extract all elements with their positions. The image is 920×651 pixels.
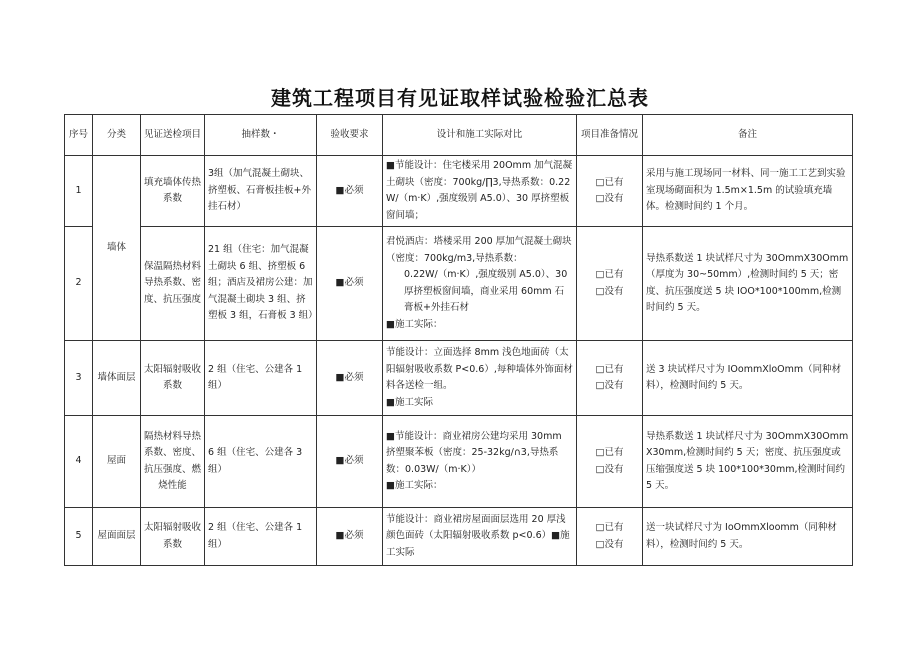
- header-row: [65, 115, 853, 156]
- sample-cell: 6 组（住宅、公建各 3 组）: [205, 416, 317, 508]
- design-cell: [383, 156, 577, 227]
- category-cell: 屋面面层: [93, 508, 141, 566]
- construction-actual: ■施工实际: [386, 396, 433, 408]
- acceptance-cell: ■必须: [317, 156, 383, 227]
- item-cell: 保温隔热材料导热系数、密度、抗压强度: [141, 227, 205, 341]
- category-cell: 墙体面层: [93, 341, 141, 416]
- table-row: [65, 416, 853, 508]
- not-have-checkbox[interactable]: □没有: [595, 538, 624, 550]
- have-checkbox[interactable]: □已有: [595, 447, 624, 458]
- seq-cell: 3: [65, 341, 93, 416]
- sample-cell: 2 组（住宅、公建各 1 组）: [205, 508, 317, 566]
- design-text: 节能设计：立面选择 8mm 浅色地面砖（太阳辐射吸收系数 P<0.6）,每种墙体外饰面材料各送检一组。: [386, 347, 573, 391]
- remark-cell: 送 3 块试样尺寸为 IOommXloOmm（同种材料），检测时间约 5 天。: [643, 341, 853, 416]
- prep-cell: [577, 416, 643, 508]
- seq-cell: 4: [65, 416, 93, 508]
- remark-cell: 导热系数送 1 块试样尺寸为 30OmmX30OmmX30mm,检测时间约 5 天；密度、抗压强度或压缩强度送 5 块 100*100*30mm,检测时间约 5 天。: [643, 416, 853, 508]
- seq-cell: 5: [65, 508, 93, 566]
- header-acceptance: 验收要求: [317, 115, 383, 156]
- design-cell: [383, 508, 577, 566]
- prep-cell: [577, 341, 643, 416]
- item-cell: 隔热材料导热系数、密度、抗压强度、燃烧性能: [141, 416, 205, 508]
- table-row: [65, 227, 853, 341]
- design-text: 0.22W∕（m·K）,强度级别 A5.0）、30 厚挤塑板窗间墙，商业采用 60mm 石膏板+外挂石材: [404, 269, 568, 313]
- header-remark: 备注: [643, 115, 853, 156]
- category-cell: 屋面: [93, 416, 141, 508]
- summary-table: [64, 114, 853, 566]
- design-cell: [383, 227, 577, 341]
- acceptance-cell: ■必须: [317, 508, 383, 566]
- design-text: 节能设计：商业裙房屋面面层选用 20 厚浅颜色面砖（太阳辐射吸收系数 p<0.6）■施工实际: [386, 513, 570, 558]
- remark-cell: 送一块试样尺寸为 IoOmmXloomm（同种材料），检测时间约 5 天。: [643, 508, 853, 566]
- table-row: [65, 156, 853, 227]
- header-seq: 序号: [65, 115, 93, 156]
- remark-cell: 导热系数送 1 块试样尺寸为 30OmmX30Omm（厚度为 30~50mm）,检测时间约 5 天；密度、抗压强度送 5 块 IOO*100*100mm,检测时间约 5 天。: [643, 227, 853, 341]
- page-title: 建筑工程项目有见证取样试验检验汇总表: [271, 86, 649, 110]
- item-cell: 填充墙体传热系数: [141, 156, 205, 227]
- sample-cell: 21 组（住宅：加气混凝土砌块 6 组、挤塑板 6 组；酒店及裙房公建：加气混凝土砌块 3 组、挤塑板 3 组，石膏板 3 组）: [205, 227, 317, 341]
- prep-cell: [577, 508, 643, 566]
- have-checkbox[interactable]: □已有: [595, 522, 624, 533]
- sample-cell: 3组（加气混凝土砌块、挤塑板、石膏板挂板+外挂石材）: [205, 156, 317, 227]
- design-cell: [383, 416, 577, 508]
- seq-cell: 1: [65, 156, 93, 227]
- design-text: ■节能设计：商业裙房公建均采用 30mm 挤塑聚苯板（密度：25-32kg∕∩3,导热系数：0.03W∕（m·K））: [386, 430, 562, 475]
- design-text: 君悦酒店：塔楼采用 200 厚加气混凝土砌块（密度：700kg∕m3,导热系数：: [386, 236, 572, 264]
- header-prep: 项目准备情况: [577, 115, 643, 156]
- category-cell: 墙体: [93, 156, 141, 341]
- header-item: 见证送检项目: [141, 115, 205, 156]
- remark-cell: 采用与施工现场同一材料、同一施工工艺到实验室现场砌面积为 1.5m×1.5m 的试验填充墙体。检测时间约 1 个月。: [643, 156, 853, 227]
- acceptance-cell: ■必须: [317, 416, 383, 508]
- sample-cell: 2 组（住宅、公建各 1 组）: [205, 341, 317, 416]
- seq-cell: 2: [65, 227, 93, 341]
- construction-actual: ■施工实际：: [386, 318, 443, 330]
- construction-actual: ■施工实际：: [386, 480, 443, 491]
- not-have-checkbox[interactable]: □没有: [595, 285, 624, 297]
- not-have-checkbox[interactable]: □没有: [595, 193, 624, 204]
- header-sample: 抽样数・: [205, 115, 317, 156]
- table-row: [65, 341, 853, 416]
- header-category: 分类: [93, 115, 141, 156]
- header-design: 设计和施工实际对比: [383, 115, 577, 156]
- have-checkbox[interactable]: □已有: [595, 363, 624, 375]
- have-checkbox[interactable]: □已有: [595, 176, 624, 188]
- acceptance-cell: ■必须: [317, 341, 383, 416]
- not-have-checkbox[interactable]: □没有: [595, 463, 624, 475]
- item-cell: 太阳辐射吸收系数: [141, 341, 205, 416]
- not-have-checkbox[interactable]: □没有: [595, 380, 624, 391]
- prep-cell: [577, 227, 643, 341]
- have-checkbox[interactable]: □已有: [595, 269, 624, 280]
- design-text: ■节能设计：住宅楼采用 20Omm 加气混凝土砌块（密度：700kg∕∏3,导热系数：0.22W∕（m·K）,强度级别 A5.0）、30 厚挤塑板窗间墙；: [386, 160, 573, 221]
- acceptance-cell: ■必须: [317, 227, 383, 341]
- design-cell: [383, 341, 577, 416]
- table-row: [65, 508, 853, 566]
- item-cell: 太阳辐射吸收系数: [141, 508, 205, 566]
- prep-cell: [577, 156, 643, 227]
